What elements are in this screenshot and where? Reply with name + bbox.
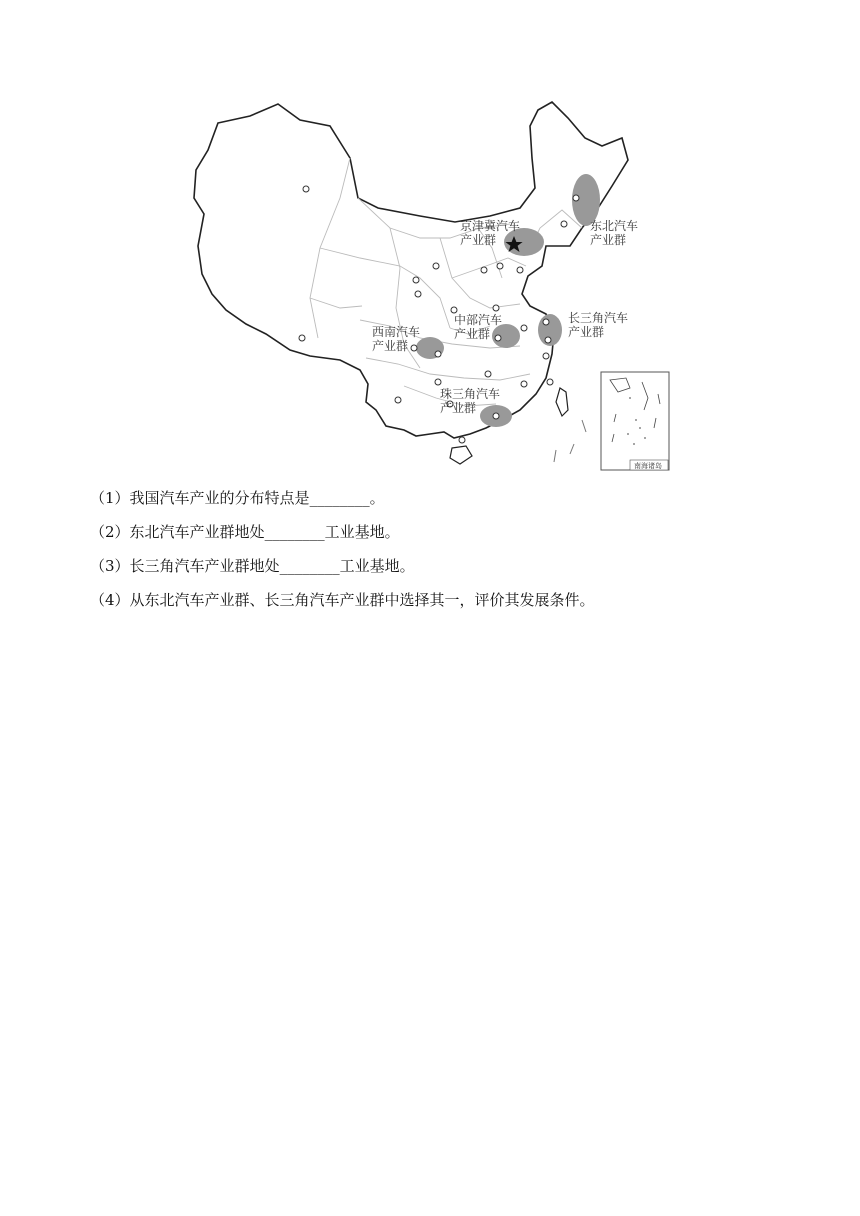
question-number: （4） <box>90 591 130 609</box>
question-suffix: 工业基地。 <box>339 557 415 575</box>
cluster-label-northeast-line2: 产业群 <box>590 233 627 247</box>
question-text: 东北汽车产业群地处 <box>129 523 265 541</box>
question-1 <box>90 488 385 508</box>
cluster-label-northeast-line1: 东北汽车 <box>590 219 639 233</box>
cluster-label-central-line2: 产业群 <box>454 327 491 341</box>
cluster-label-jingjinji-line2: 产业群 <box>460 233 497 247</box>
china-outline <box>194 102 628 438</box>
province-boundaries <box>310 158 582 406</box>
cluster-label-southwest-line1: 西南汽车 <box>372 325 421 339</box>
maritime-boundary <box>554 420 586 462</box>
question-suffix: 工业基地。 <box>324 523 400 541</box>
cluster-label-pearl-line1: 珠三角汽车 <box>440 387 501 401</box>
cluster-label-yangtze-line1: 长三角汽车 <box>568 311 629 325</box>
cluster-label-central-line1: 中部汽车 <box>454 313 503 327</box>
question-text: 我国汽车产业的分布特点是 <box>129 489 310 507</box>
cluster-label-pearl-line2: 产业群 <box>440 401 477 415</box>
question-number: （2） <box>90 523 130 541</box>
answer-blank[interactable]: ________ <box>279 557 340 575</box>
south-china-sea-inset <box>601 372 669 470</box>
china-automobile-industry-map <box>190 98 674 474</box>
question-number: （3） <box>90 557 130 575</box>
inset-label: 南海诸岛 <box>634 462 662 470</box>
question-suffix: 。 <box>369 489 385 507</box>
answer-blank[interactable]: ________ <box>309 489 370 507</box>
cluster-label-southwest-line2: 产业群 <box>372 339 409 353</box>
question-3 <box>90 556 415 576</box>
cluster-label-jingjinji-line1: 京津冀汽车 <box>460 219 521 233</box>
question-text: 长三角汽车产业群地处 <box>129 557 280 575</box>
city-markers <box>299 186 579 443</box>
answer-blank[interactable]: ________ <box>264 523 325 541</box>
question-4 <box>90 590 595 610</box>
cluster-label-yangtze-line2: 产业群 <box>568 325 605 339</box>
question-text: 从东北汽车产业群、长三角汽车产业群中选择其一，评价其发展条件。 <box>129 591 595 609</box>
taiwan-island <box>556 388 568 416</box>
question-number: （1） <box>90 489 130 507</box>
question-2 <box>90 522 400 542</box>
hainan-island <box>450 446 472 464</box>
